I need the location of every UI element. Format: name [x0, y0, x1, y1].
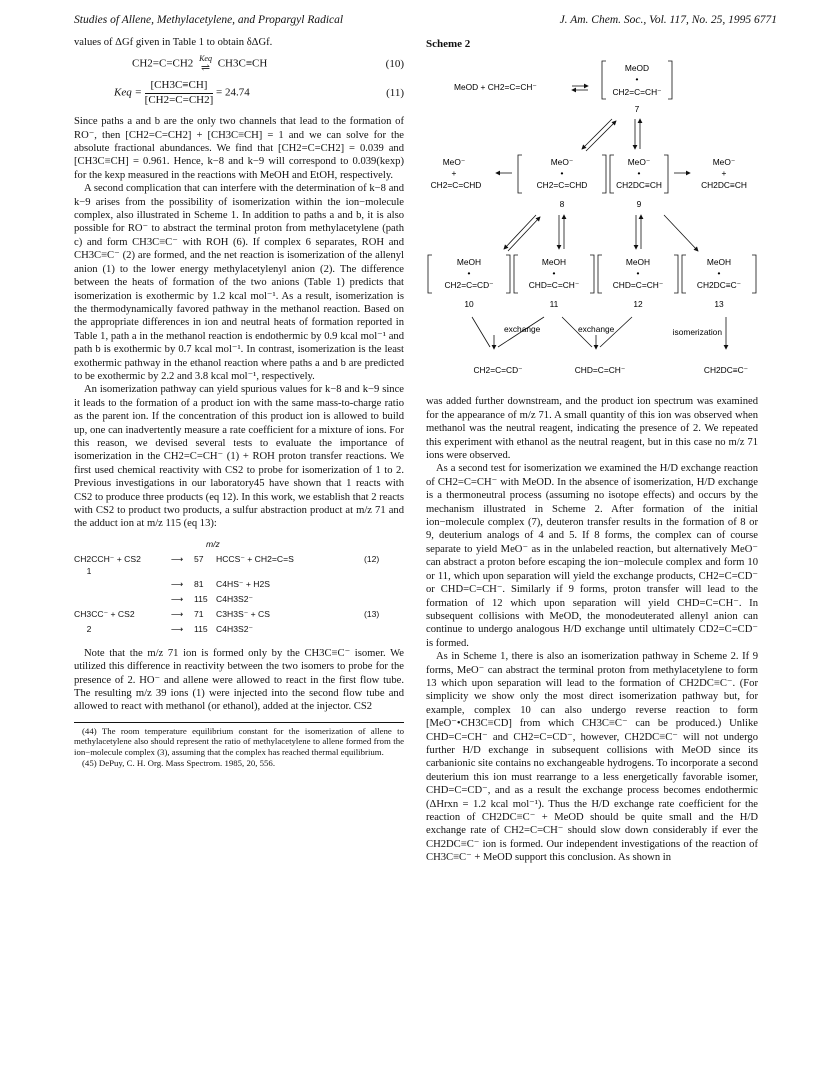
- double-arrow-icon: [635, 119, 640, 149]
- free-neutral-label: CH2=C=CHD: [430, 180, 482, 191]
- dot-icon: •: [467, 268, 471, 279]
- complex-number: 12: [633, 299, 643, 310]
- arrow-icon: ⟶: [170, 593, 184, 604]
- dot-icon: •: [637, 168, 641, 179]
- exchange-label: exchange: [504, 324, 541, 335]
- scheme-title: Scheme 2: [426, 38, 471, 50]
- free-ion-label: MeO⁻: [442, 157, 466, 168]
- dot-icon: •: [636, 268, 640, 279]
- eq10-number: (10): [385, 57, 404, 70]
- complex-13-bottom: CH2DC≡C⁻: [696, 280, 742, 291]
- paragraph: A second complication that can interfere with the determination of k−8 and k−9 arises from the possibility of isomerization within the ion−molecule complex, also illustrated in Scheme 1. In addition to paths a and b, it is also possible for RO⁻ to abstract the terminal proton from methylacetylene (path c) and form CH3C≡C⁻ with ROH (6). If complex 6 separates, ROH and CH3C≡C⁻ (2) are formed, and the net reaction is isomerization of the allenyl anion (1) to the lower energy methylacetylenyl anion (2). The difference between the heats of formation of the two anions (Table 1) predicts that isomerization is exothermic by 1.2 kcal mol⁻¹. As a result, isomerization is the thermodynamically favored pathway in the methanol reaction. Based on the appropriate differences in ion and neutral heats of formation reported in Table 1, path a in the methanol reaction is endothermic by 0.9 kcal mol⁻¹ and path b is exothermic by 0.7 kcal mol⁻¹. In contrast, isomerization is the least exothermic pathway in the ethanol reaction where paths a and b are predicted to be exothermic by 2.2 and 3.8 kcal mol⁻¹, respectively.: [74, 183, 404, 382]
- eq10-arrow-label: Keq: [199, 54, 212, 64]
- eq11-numerator: [CH3C≡CH]: [145, 79, 214, 93]
- left-column: [74, 36, 404, 768]
- reaction-scheme-12-13: [74, 537, 404, 637]
- compound-number: 1: [86, 566, 92, 577]
- double-arrow-icon: [636, 215, 641, 249]
- eq10-rhs: CH3C≡CH: [217, 57, 268, 70]
- complex-10-bottom: CH2=C=CD⁻: [444, 280, 494, 291]
- reaction-row: CH3CC⁻ + CS2 ⟶ 71 C3H3S⁻ + CS (13): [74, 607, 404, 622]
- exchange-label: exchange: [578, 324, 615, 335]
- complex-number: 7: [634, 104, 640, 115]
- arrow-icon: [664, 215, 698, 251]
- svg-text:+: +: [451, 168, 457, 179]
- arrow-icon: ⟶: [170, 608, 184, 619]
- arrow-icon: ⟶: [170, 578, 184, 589]
- double-arrow-icon: [582, 119, 616, 151]
- complex-9-top: MeO⁻: [627, 157, 651, 168]
- eq11-denominator: [CH2=C=CH2]: [144, 93, 214, 106]
- complex-number: 11: [549, 299, 559, 310]
- footnote-44: (44) The room temperature equilibrium constant for the isomerization of allene to methylacetylene also should represent the ratio of methylacetylene to allene formed from the ion−molecule complex (3), assuming that the complex has reached thermal equilibrium.: [74, 725, 404, 758]
- complex-number: 10: [464, 299, 474, 310]
- product-label: CHD=C=CH⁻: [574, 365, 626, 376]
- complex-12-bottom: CHD=C=CH⁻: [612, 280, 664, 291]
- free-ion-label: MeO⁻: [712, 157, 736, 168]
- footnotes: [74, 722, 404, 768]
- footnote-45: (45) DePuy, C. H. Org. Mass Spectrom. 1985, 20, 556.: [82, 757, 276, 768]
- complex-8-bottom: CH2=C=CHD: [536, 180, 588, 191]
- running-header-left: Studies of Allene, Methylacetylene, and Propargyl Radical: [74, 14, 344, 26]
- double-arrow-icon: [504, 215, 540, 251]
- complex-7-top: MeOD: [624, 63, 650, 74]
- eq-arrow-icon: [572, 86, 588, 90]
- product-label: CH2=C=CD⁻: [473, 365, 523, 376]
- paragraph: Note that the m/z 71 ion is formed only by the CH3C≡C⁻ isomer. We utilized this difference in reactivity between the two isomers to probe for the presence of 2. HO⁻ and allene were allowed to react in the first flow tube. The resulting m/z 39 ions (1) were injected into the second flow tube and allowed to react with methanol (or ethanol), added at the injector. CS2: [74, 647, 404, 713]
- dot-icon: •: [717, 268, 721, 279]
- complex-11-bottom: CHD=C=CH⁻: [528, 280, 580, 291]
- isomerization-label: isomerization: [672, 327, 722, 338]
- complex-9-bottom: CH2DC≡CH: [616, 180, 662, 191]
- complex-number: 13: [714, 299, 724, 310]
- complex-11-top: MeOH: [541, 257, 567, 268]
- arrow-icon: ⟶: [170, 623, 184, 634]
- complex-8-top: MeO⁻: [550, 157, 574, 168]
- complex-13-top: MeOH: [706, 257, 732, 268]
- paragraph: As a second test for isomerization we examined the H/D exchange reaction of CH2=C=CH⁻ with MeOD. In the absence of isomerization, H/D exchange is a thermoneutral process (assuming no isotope effects) and occurs by the mechanism illustrated in Scheme 2. After formation of the initial ion−molecule complex (7), deuteron transfer results in the formation of 8 or 9, deuterium analogs of 4 and 5. If 8 forms, the complex can of course separate to yield MeO⁻ as in the unlabeled reaction, but alternatively MeO⁻ can abstract a proton before escaping the ion−molecule complex and form 10 or 11, which upon separation will yield the exchange products, CH2=C=CD⁻ or CHD=C=CH⁻. Similarly if 9 forms, proton transfer will lead to the formation of 12 which upon separation will yield CHD=C=CH⁻. In subsequent collisions with MeOD, the monodeuterated allenyl anion can continue to undergo analogous H/D exchange until ultimately CD2=C=CD⁻ is formed.: [426, 463, 758, 649]
- complex-10-top: MeOH: [456, 257, 482, 268]
- svg-text:+: +: [721, 168, 727, 179]
- complex-7-bottom: CH2=C=CH⁻: [612, 87, 662, 98]
- eq10-lhs: CH2=C=CH2: [132, 57, 194, 70]
- dot-icon: •: [560, 168, 564, 179]
- mz-label: m/z: [206, 538, 220, 549]
- eq11-rhs: = 24.74: [216, 86, 250, 99]
- paragraph: Since paths a and b are the only two channels that lead to the formation of RO⁻, then [CH2=C=CH2] + [CH3C≡CH] = 1 and we can solve for the absolute fractional abundances. We find that [CH2=C=CH2] = 0.039 and [CH3C≡CH] = 0.961. Hence, k−8 and k−9 will correspond to 0.039(kexp) for the kexp measured in the reactions with MeOH and EtOH, respectively.: [74, 116, 404, 181]
- paragraph: An isomerization pathway can yield spurious values for k−8 and k−9 since it leads to the formation of a product ion with the same mass-to-charge ratio as the parent ion. If the concentration of this product ion is allowed to build up, one can inadvertently measure a rate coefficient for a mixture of ions. For this reason, we devised several tests to evaluate the importance of isomerization in the CH2=C=CH⁻ (1) + ROH proton transfer reactions. We first used chemical reactivity with CS2 to probe for isomerization of 1 to 2. Previous investigations in our laboratory45 have shown that 1 reacts with CS2 to produce three products (eq 12). In this work, we establish that 2 reacts with CS2 to product two products, a sulfur abstraction product at m/z 71 and the adduct ion at m/z 115 (eq 13):: [74, 384, 404, 530]
- complex-number: 8: [559, 199, 565, 210]
- equation-11: [74, 79, 404, 107]
- reaction-row: ⟶ 81 C4HS⁻ + H2S: [74, 577, 404, 592]
- equilibrium-arrow-icon: ⇌: [200, 62, 211, 75]
- dot-icon: •: [552, 268, 556, 279]
- dot-icon: •: [635, 74, 639, 85]
- eq11-number: (11): [386, 86, 404, 99]
- complex-number: 9: [636, 199, 642, 210]
- free-neutral-label: CH2DC≡CH: [701, 180, 747, 191]
- complex-12-top: MeOH: [625, 257, 651, 268]
- product-label: CH2DC≡C⁻: [703, 365, 749, 376]
- scheme-2-diagram: [426, 55, 758, 391]
- eq11-lhs: Keq =: [114, 86, 142, 99]
- equation-10: [74, 55, 404, 73]
- arrow-icon: ⟶: [170, 553, 184, 564]
- compound-number: 2: [86, 623, 92, 634]
- reaction-row: ⟶ 115 C4H3S2⁻: [74, 592, 404, 607]
- reaction-row: 2 ⟶ 115 C4H3S2⁻: [74, 622, 404, 637]
- paragraph: was added further downstream, and the product ion spectrum was examined for the appearance of m/z 71. A small quantity of this ion was observed when methanol was the neutral reagent, indicating the presence of 2. We repeated this experiment with ethanol as the neutral reagent, but in this case no m/z 71 ions were observed.: [426, 396, 758, 462]
- running-header-right: J. Am. Chem. Soc., Vol. 117, No. 25, 1995 6771: [559, 14, 777, 26]
- paragraph: As in Scheme 1, there is also an isomerization pathway in Scheme 2. If 9 forms, MeO⁻ can abstract the terminal proton from methylacetylene to form 13 which upon separation will lead to the formation of CH2DC≡C⁻. (For simplicity we show only the most direct isomerization pathway but, for example, complex 10 can also undergo reverse reaction to form [MeO⁻•CH3C≡CD] from which CH3C≡C⁻ can be produced.) Unlike CHD=C=CH⁻ and CH2=C=CD⁻, however, CH2DC≡C⁻ will not undergo further H/D exchange in subsequent collisions with MeOD since its carbanionic site contains no exchangeable hydrogens. To incorporate a second deuterium this ion must rearrange to a less energetically favorable isomer, CHD=C=CD⁻, and as a result the exchange process becomes endothermic (ΔHrxn = 1.2 kcal mol⁻¹). Thus the H/D exchange rate coefficient for the reaction of CH2DC≡C⁻ + MeOD should be quite small and the H/D exchange rate of CH2=C=CH⁻ should slow down considerably if ever the CH2DC≡C⁻ ion is formed. Our independent investigations of the reaction of CH3C≡C⁻ + MeOD support this conclusion. As shown in: [426, 651, 758, 864]
- reaction-row: CH2CCH⁻ + CS2 ⟶ 57 HCCS⁻ + CH2=C=S (12): [74, 552, 404, 567]
- right-column: [426, 36, 758, 865]
- double-arrow-icon: [559, 215, 564, 249]
- intro-line: values of ΔGf given in Table 1 to obtain δΔGf.: [74, 37, 273, 48]
- scheme-start: MeOD + CH2=C=CH⁻: [454, 82, 537, 93]
